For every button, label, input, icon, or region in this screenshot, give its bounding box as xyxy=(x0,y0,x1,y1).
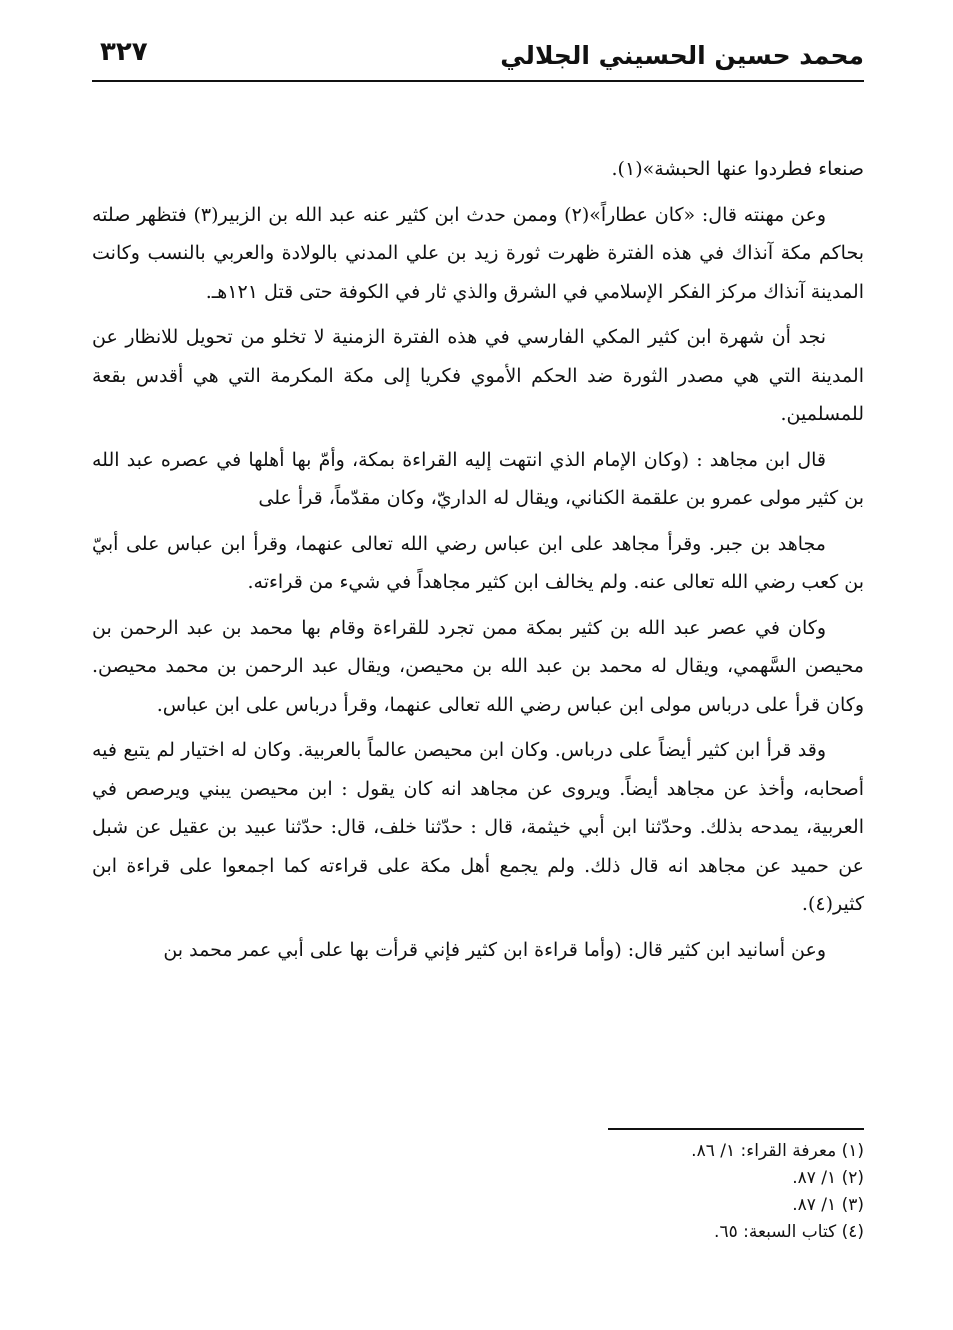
footnote-3: (٣) ١/ ٨٧. xyxy=(792,1195,864,1215)
footnote-2: (٢) ١/ ٨٧. xyxy=(792,1168,864,1188)
footnote-divider xyxy=(608,1128,864,1130)
page-header xyxy=(92,34,864,78)
paragraph-2: وعن مهنته قال: «كان عطاراً»(٢) وممن حدث ابن كثير عنه عبد الله بن الزبير(٣) فتظهر صلته بحاكم مكة آنذاك في هذه الفترة ظهرت ثورة زيد بن علي المدني بالولادة والعربي بالنسب وكانت المدينة آنذاك مركز الفكر الإسلامي في الشرق والذي ثار في الكوفة حتى قتل ١٢١هـ. xyxy=(92,203,864,303)
paragraph-1: صنعاء فطردوا عنها الحبشة»(١). xyxy=(611,158,864,180)
paragraph-6: وكان في عصر عبد الله بن كثير بمكة ممن تجرد للقراءة وقام بها محمد بن عبد الرحمن بن محيصن السَّهمي، ويقال له محمد بن عبد الله بن محيصن، ويقال عبد الرحمن بن محمد محيصن. وكان قرأ على درباس مولى ابن عباس رضي الله تعالى عنهما، وقرأ درباس على ابن عباس. xyxy=(92,616,864,716)
paragraph-8: وعن أسانيد ابن كثير قال: (وأما قراءة ابن كثير فإني قرأت بها على أبي عمر محمد بن xyxy=(163,938,826,961)
running-title: محمد حسين الحسيني الجلالي xyxy=(500,41,864,70)
main-text xyxy=(92,150,864,976)
paragraph-3: نجد أن شهرة ابن كثير المكي الفارسي في هذه الفترة الزمنية لا تخلو من تحويل للانظار عن المدينة التي هي مصدر الثورة ضد الحكم الأموي فكريا إلى مكة المكرمة التي هي أقدس بقعة للمسلمين. xyxy=(92,326,864,425)
header-divider xyxy=(92,80,864,82)
footnote-4: (٤) كتاب السبعة: ٦٥. xyxy=(714,1222,864,1242)
paragraph-4: قال ابن مجاهد : (وكان الإمام الذي انتهت إليه القراءة بمكة، وأمّ بها أهلها في عصره عبد الله بن كثير مولى عمرو بن علقمة الكناني، ويقال له الداريّ، وكان مقدّماً، قرأ على xyxy=(92,448,864,509)
paragraph-7: وقد قرأ ابن كثير أيضاً على درباس. وكان ابن محيصن عالماً بالعربية. وكان له اختيار لم يتبع فيه أصحابه، وأخذ عن مجاهد أيضاً. ويروى عن مجاهد انه كان يقول : ابن محيصن يبني ويرصص في العربية، يمدحه بذلك. وحدّثنا ابن أبي خيثمة، قال : حدّثنا خلف، قال: حدّثنا عبيد بن عقيل عن شبل عن حميد عن مجاهد انه قال ذلك. ولم يجمع أهل مكة على قراءته كما اجمعوا على قراءة ابن كثير(٤). xyxy=(92,739,864,915)
footnote-1: (١) معرفة القراء: ١/ ٨٦. xyxy=(691,1141,864,1161)
paragraph-5: مجاهد بن جبر. وقرأ مجاهد على ابن عباس رضي الله تعالى عنهما، وقرأ ابن عباس على أبيّ بن كعب رضي الله تعالى عنه. ولم يخالف ابن كثير مجاهداً في شيء من قراءته. xyxy=(92,532,864,593)
page-number: ٣٢٧ xyxy=(100,37,148,67)
footnotes xyxy=(92,1138,864,1246)
